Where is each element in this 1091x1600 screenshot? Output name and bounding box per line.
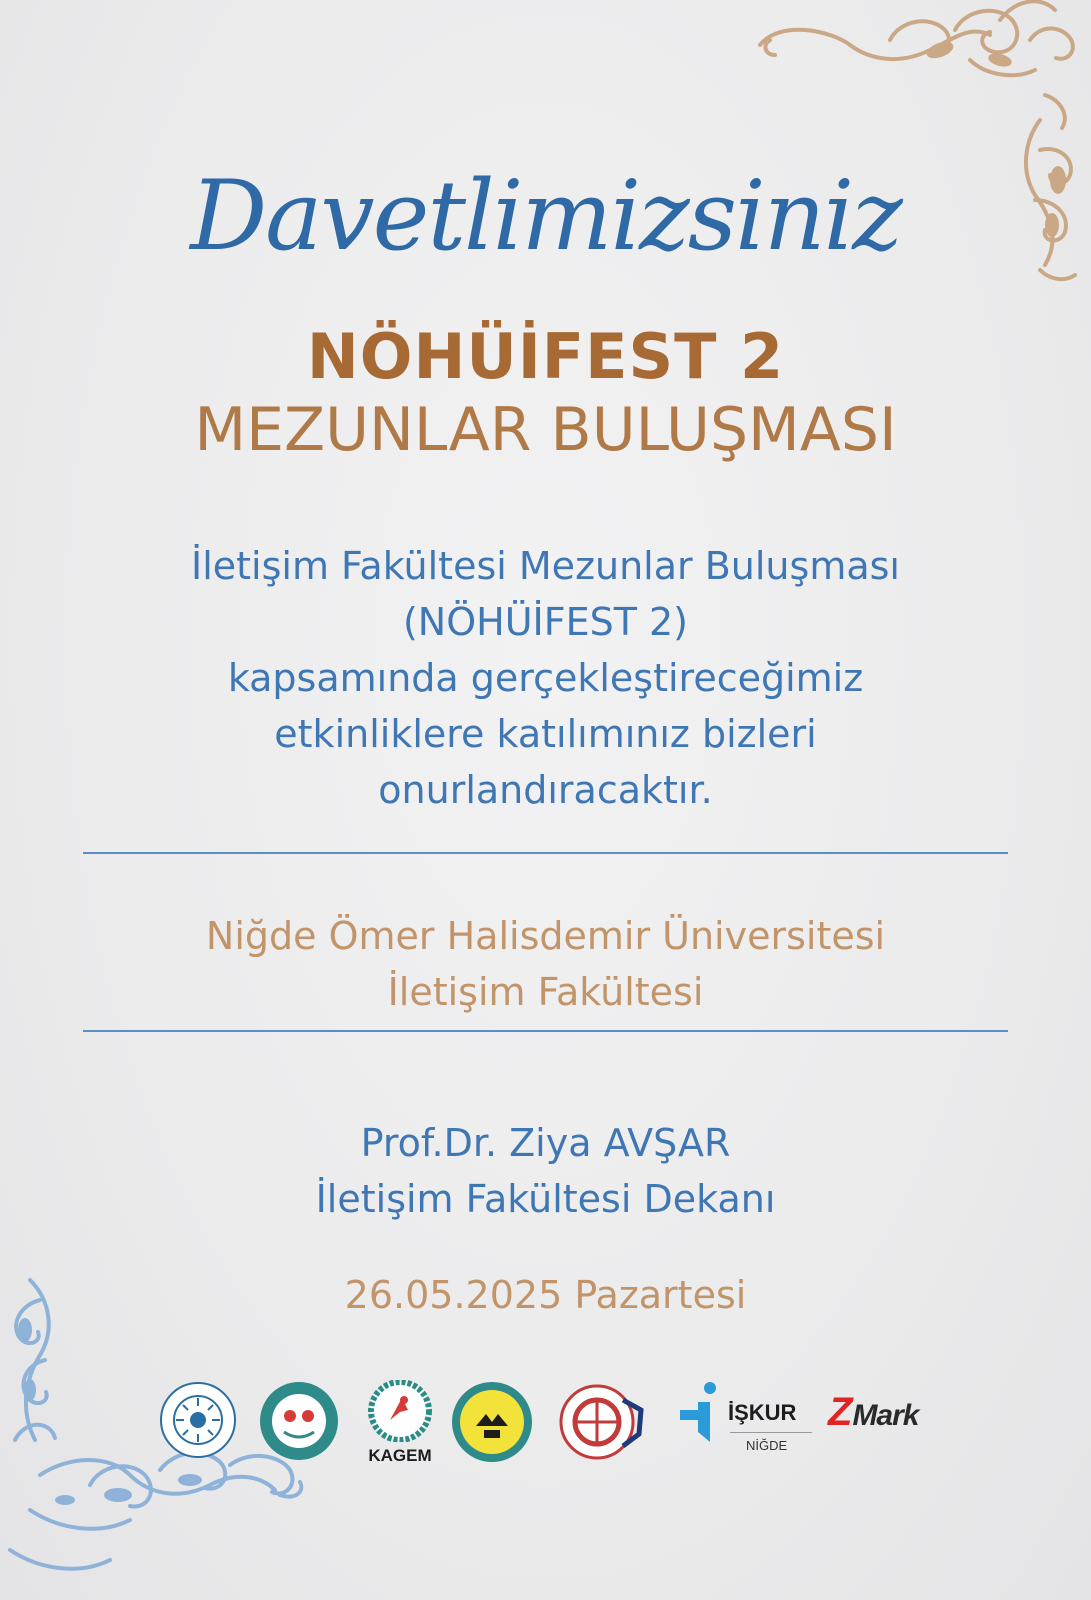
- zmark-label: Mark: [852, 1399, 919, 1432]
- divider-top: [83, 852, 1008, 854]
- iskur-emblem-icon: [676, 1382, 726, 1444]
- zmark-z: Z: [828, 1390, 853, 1434]
- zmark-logo: [828, 1390, 948, 1440]
- body-line: İletişim Fakültesi Mezunlar Buluşması: [191, 544, 900, 588]
- signer-block: [0, 1115, 1091, 1227]
- faculty-seal-logo: [258, 1380, 340, 1462]
- body-line: onurlandıracaktır.: [378, 768, 713, 812]
- sponsor-logos: [0, 1380, 1091, 1470]
- kagem-label: KAGEM: [368, 1446, 432, 1465]
- invitation-heading: Davetlimizsiniz: [190, 160, 901, 272]
- signer-name: Prof.Dr. Ziya AVŞAR: [360, 1121, 731, 1165]
- invitation-body: [0, 538, 1091, 818]
- iskur-city: NİĞDE: [746, 1438, 788, 1453]
- university-seal-logo: [158, 1380, 238, 1460]
- event-date: 26.05.2025 Pazartesi: [344, 1273, 747, 1317]
- chamber-of-commerce-logo: [553, 1380, 649, 1464]
- iskur-divider: [730, 1432, 812, 1433]
- iskur-label: İŞKUR: [728, 1400, 797, 1425]
- divider-bottom: [83, 1030, 1008, 1032]
- organization-block: [0, 908, 1091, 1020]
- kagem-emblem-icon: [360, 1380, 440, 1442]
- body-line: (NÖHÜİFEST 2): [402, 600, 689, 644]
- signer-title: İletişim Fakültesi Dekanı: [315, 1177, 776, 1221]
- event-title: NÖHÜİFEST 2: [306, 320, 785, 393]
- university-name: Niğde Ömer Halisdemir Üniversitesi: [205, 914, 886, 958]
- faculty-name: İletişim Fakültesi: [387, 970, 704, 1014]
- chamber-logo-yellow: [450, 1380, 534, 1464]
- iskur-logo: [676, 1380, 816, 1464]
- body-line: kapsamında gerçekleştireceğimiz: [227, 656, 864, 700]
- event-subtitle: MEZUNLAR BULUŞMASI: [194, 395, 897, 465]
- body-line: etkinliklere katılımınız bizleri: [274, 712, 817, 756]
- kagem-logo: [360, 1380, 440, 1468]
